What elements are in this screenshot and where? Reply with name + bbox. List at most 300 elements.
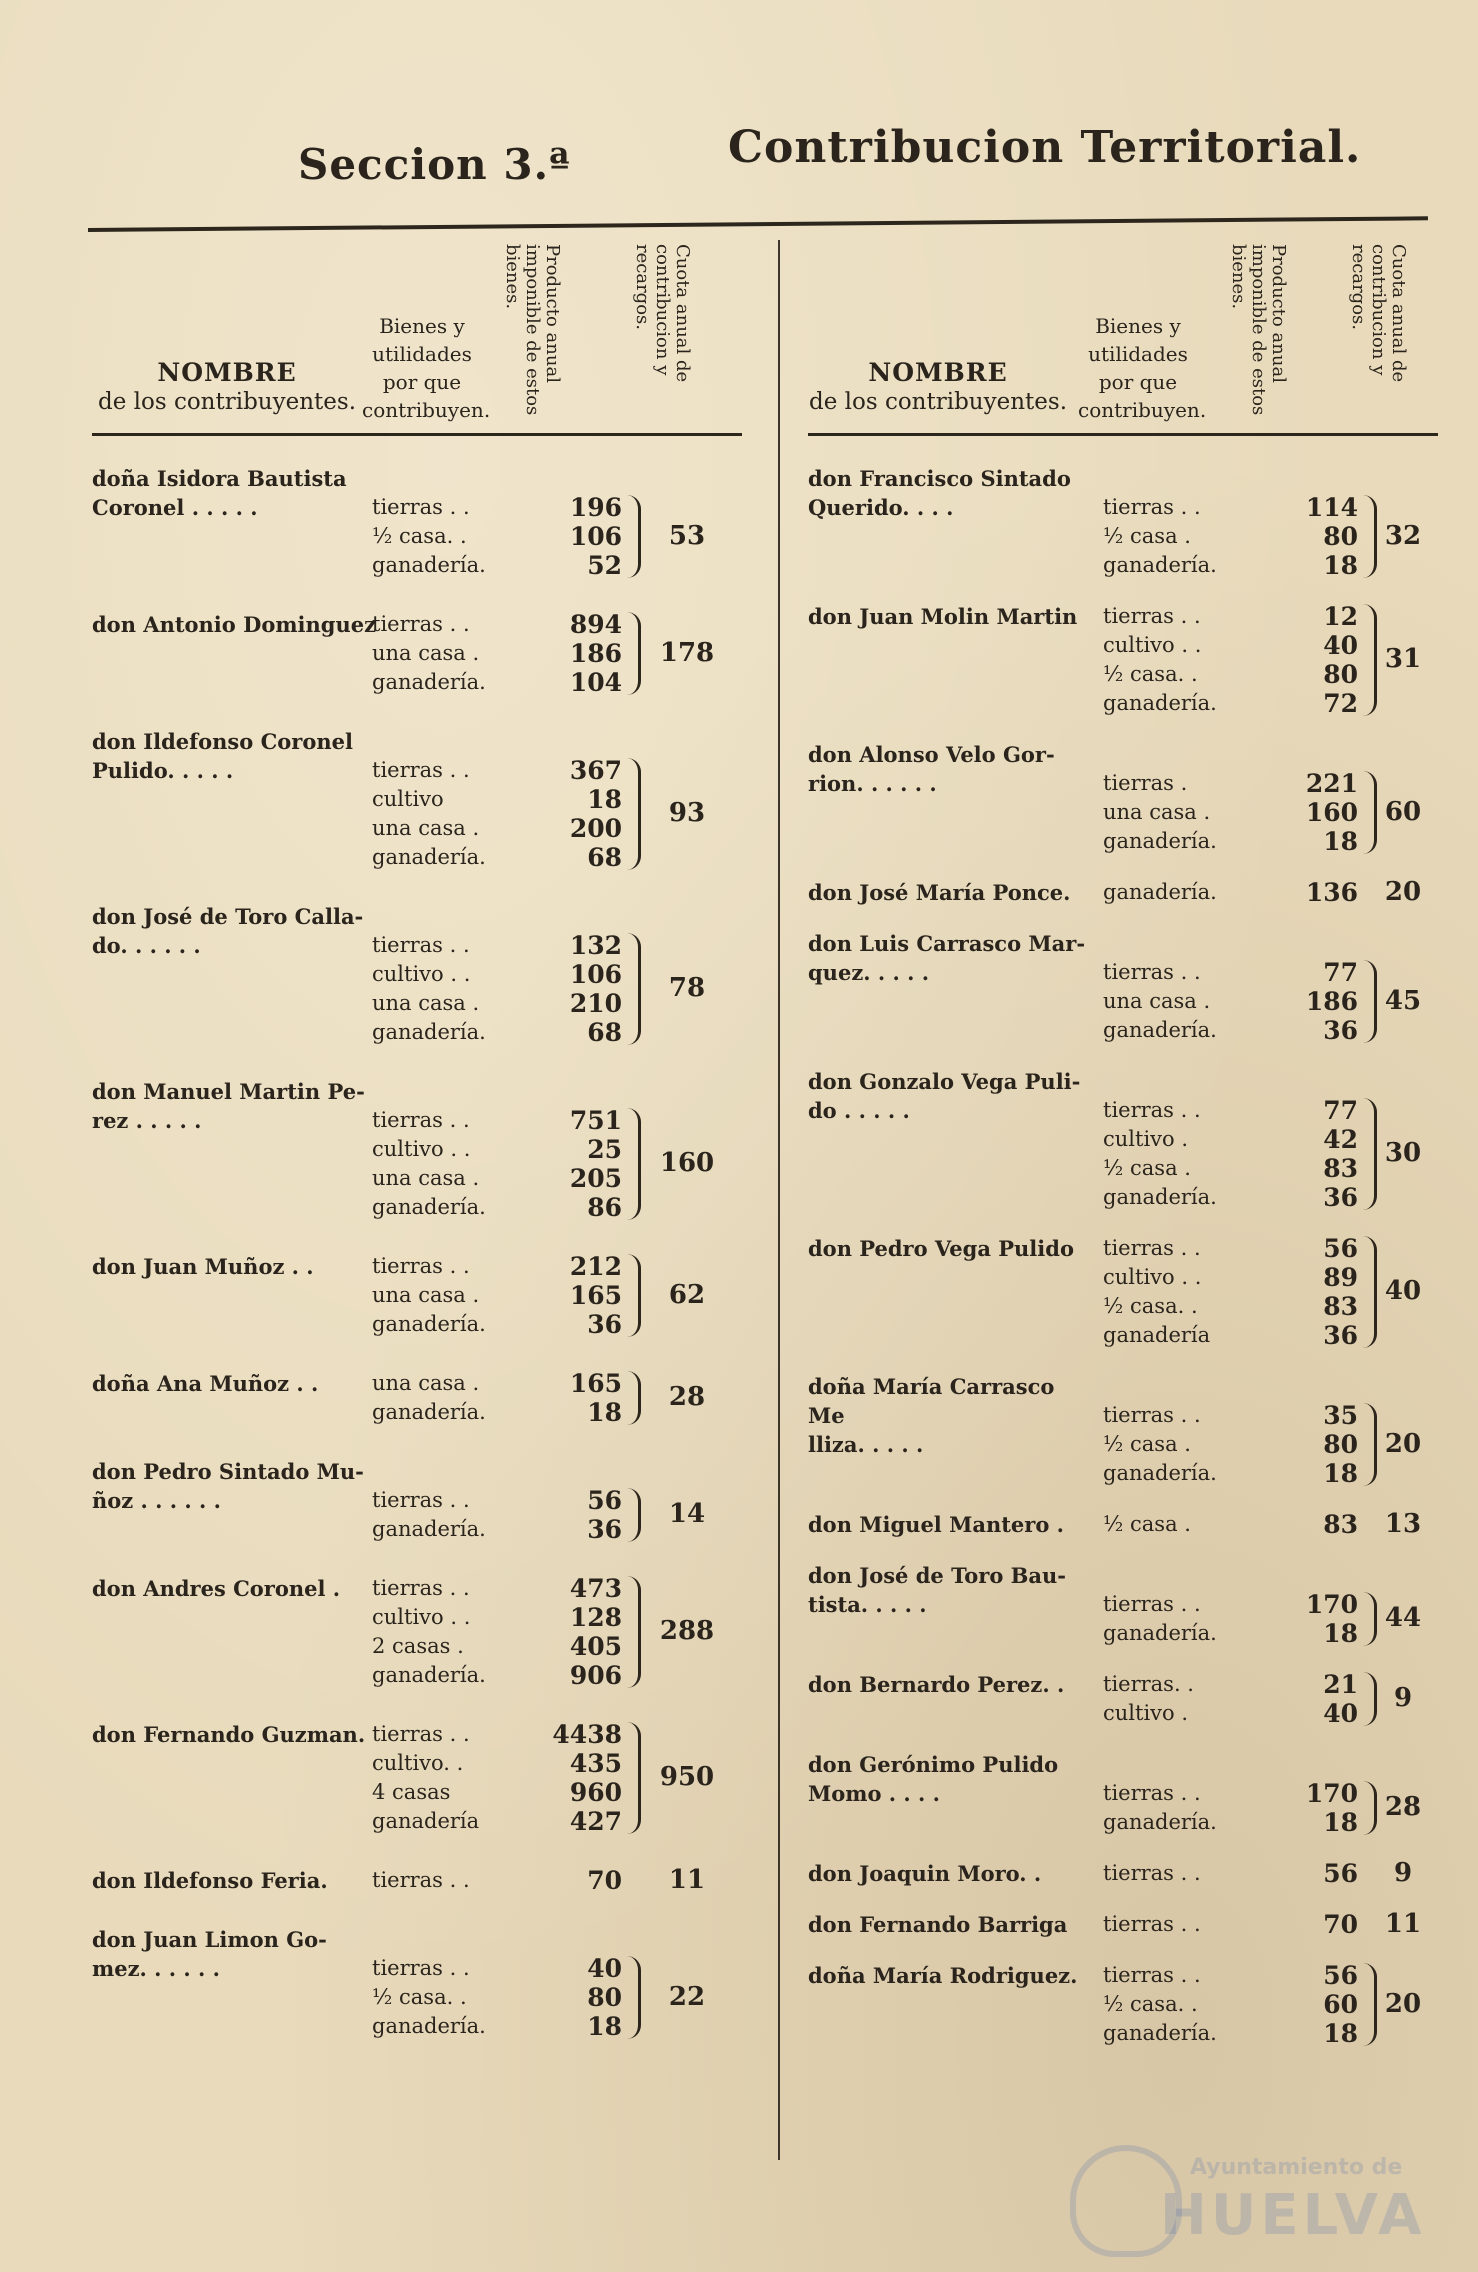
product-value: 170: [1305, 1779, 1358, 1808]
product-value: 405: [569, 1632, 622, 1661]
property-label: ganadería.: [1103, 1810, 1217, 1834]
left-table-header: [92, 236, 742, 436]
product-value: 68: [587, 843, 622, 872]
product-value: 160: [1305, 798, 1358, 827]
contributor-name: don Ildefonso Coronel Pulido. . . . .: [92, 729, 353, 783]
contributor-row: [808, 1910, 1448, 1961]
property-label: tierras . .: [1103, 1963, 1201, 1987]
contributor-row: [808, 1561, 1448, 1670]
product-values: [1288, 1401, 1358, 1488]
property-label: ½ casa. .: [1103, 1294, 1198, 1318]
product-values: [1288, 1234, 1358, 1350]
product-values: [552, 1106, 622, 1222]
property-list: [1103, 493, 1217, 580]
contributor-name: don Alonso Velo Gor- rion. . . . . .: [808, 742, 1055, 796]
contributor-name: doña María Rodriguez.: [808, 1963, 1078, 1988]
product-value: 165: [569, 1281, 622, 1310]
product-value: 367: [569, 756, 622, 785]
brace-icon: [624, 1108, 641, 1220]
property-label: tierras . .: [372, 1868, 470, 1892]
product-values: [552, 1252, 622, 1339]
property-label: una casa .: [372, 991, 480, 1015]
page-title: Contribucion Territorial.: [728, 122, 1362, 173]
annual-quota: 45: [1384, 986, 1422, 1016]
property-label: ganadería: [1103, 1323, 1211, 1347]
product-value: 56: [587, 1486, 622, 1515]
property-label: cultivo .: [1103, 1701, 1189, 1725]
product-value: 60: [1323, 1990, 1358, 2019]
contributor-row: [92, 1369, 742, 1457]
property-list: [1103, 602, 1217, 718]
property-label: 2 casas .: [372, 1634, 464, 1658]
contributor-row: [92, 610, 742, 727]
property-label: ½ casa. .: [1103, 1992, 1198, 2016]
property-label: tierras . .: [1103, 1236, 1201, 1260]
property-label: ½ casa .: [1103, 1512, 1191, 1536]
cuota-header: Cuota anual de contribucion y recargos.: [632, 244, 693, 383]
brace-icon: [624, 1956, 641, 2039]
product-value: 18: [1323, 551, 1358, 580]
property-label: ½ casa .: [1103, 1432, 1191, 1456]
brace-icon: [624, 612, 641, 695]
property-label: ganadería.: [1103, 1621, 1217, 1645]
property-list: [1103, 1401, 1217, 1488]
product-value: 86: [587, 1193, 622, 1222]
contributor-name: doña Isidora Bautista Coronel . . . . .: [92, 466, 347, 520]
column-divider: [778, 240, 780, 2160]
property-list: [372, 493, 486, 580]
property-label: tierras . .: [372, 933, 470, 957]
product-value: 83: [1323, 1510, 1358, 1539]
property-list: [1103, 958, 1217, 1045]
product-value: 56: [1323, 1961, 1358, 1990]
property-list: [1103, 1234, 1210, 1350]
property-list: [1103, 1590, 1217, 1648]
contributor-row: [808, 878, 1448, 929]
product-value: 18: [1323, 1808, 1358, 1837]
property-label: ganadería.: [1103, 1461, 1217, 1485]
product-values: [552, 493, 622, 580]
product-value: 40: [587, 1954, 622, 1983]
property-label: una casa .: [372, 641, 480, 665]
product-value: 221: [1305, 769, 1358, 798]
property-label: ganadería: [372, 1809, 480, 1833]
property-label: tierras . .: [1103, 1861, 1201, 1885]
property-label: cultivo: [372, 787, 444, 811]
nombre-title: NOMBRE: [157, 358, 297, 387]
product-values: [1288, 1670, 1358, 1728]
product-value: 894: [569, 610, 622, 639]
contributor-row: [808, 1961, 1448, 2070]
product-values: [1288, 493, 1358, 580]
property-list: [1103, 1779, 1217, 1837]
product-value: 4438: [552, 1720, 622, 1749]
right-rows: [808, 464, 1448, 2070]
property-label: ganadería.: [372, 1517, 486, 1541]
bienes-header: Bienes y utilidades por que contribuyen.: [1078, 314, 1207, 422]
product-value: 170: [1305, 1590, 1358, 1619]
annual-quota: 14: [668, 1499, 706, 1529]
product-values: [552, 1574, 622, 1690]
contributor-row: [92, 727, 742, 902]
product-values: [552, 1954, 622, 2041]
product-value: 200: [569, 814, 622, 843]
property-label: tierras . .: [1103, 1098, 1201, 1122]
product-value: 18: [1323, 2019, 1358, 2048]
property-label: tierras . .: [372, 1576, 470, 1600]
annual-quota: 13: [1384, 1509, 1422, 1539]
property-label: ½ casa. .: [372, 1985, 467, 2009]
property-label: tierras . .: [1103, 495, 1201, 519]
product-value: 473: [569, 1574, 622, 1603]
product-value: 83: [1323, 1154, 1358, 1183]
product-value: 18: [1323, 1459, 1358, 1488]
annual-quota: 44: [1384, 1603, 1422, 1633]
contributor-name: don Ildefonso Feria.: [92, 1868, 328, 1893]
contributor-name: don Manuel Martin Pe- rez . . . . .: [92, 1079, 365, 1133]
annual-quota: 9: [1393, 1858, 1413, 1888]
product-value: 83: [1323, 1292, 1358, 1321]
contributor-name: don Fernando Barriga: [808, 1912, 1068, 1937]
contributor-row: [808, 1859, 1448, 1910]
product-values: [552, 1866, 622, 1895]
product-value: 21: [1323, 1670, 1358, 1699]
property-label: ganadería.: [1103, 1018, 1217, 1042]
annual-quota: 28: [1384, 1792, 1422, 1822]
brace-icon: [624, 1722, 641, 1834]
property-label: tierras . .: [1103, 604, 1201, 628]
product-values: [552, 1486, 622, 1544]
property-label: ganadería.: [1103, 2021, 1217, 2045]
property-label: tierras . .: [372, 1956, 470, 1980]
property-label: ganadería.: [1103, 1185, 1217, 1209]
product-values: [552, 1720, 622, 1836]
product-value: 18: [587, 1398, 622, 1427]
property-label: cultivo . .: [372, 962, 471, 986]
product-value: 210: [569, 989, 622, 1018]
contributor-name: don Gonzalo Vega Puli- do . . . . .: [808, 1069, 1081, 1123]
contributor-row: [92, 464, 742, 610]
property-label: ganadería.: [372, 1020, 486, 1044]
product-values: [1288, 1096, 1358, 1212]
product-value: 68: [587, 1018, 622, 1047]
brace-icon: [624, 1254, 641, 1337]
property-list: [372, 1106, 486, 1222]
property-label: ganadería.: [372, 1312, 486, 1336]
property-list: [1103, 1910, 1201, 1939]
contributor-name: don Antonio Dominguez: [92, 612, 377, 637]
product-value: 751: [569, 1106, 622, 1135]
header-underline: [92, 433, 742, 436]
contributor-row: [808, 1234, 1448, 1372]
property-label: cultivo . .: [372, 1137, 471, 1161]
annual-quota: 11: [668, 1865, 706, 1895]
contributor-row: [92, 1077, 742, 1252]
contributor-row: [92, 902, 742, 1077]
contributor-name: don Bernardo Perez. .: [808, 1672, 1065, 1697]
property-list: [1103, 769, 1217, 856]
contributor-name: don Fernando Guzman.: [92, 1722, 366, 1747]
annual-quota: 30: [1384, 1138, 1422, 1168]
product-values: [552, 1369, 622, 1427]
product-value: 18: [587, 785, 622, 814]
nombre-subtitle: de los contribuyentes.: [808, 389, 1068, 415]
property-list: [1103, 878, 1217, 907]
product-value: 128: [569, 1603, 622, 1632]
product-value: 36: [587, 1515, 622, 1544]
property-list: [372, 756, 486, 872]
property-list: [372, 1252, 486, 1339]
contributor-name: don José de Toro Bau- tista. . . . .: [808, 1563, 1067, 1617]
property-label: una casa .: [1103, 989, 1211, 1013]
product-value: 18: [1323, 827, 1358, 856]
annual-quota: 62: [668, 1280, 706, 1310]
product-value: 89: [1323, 1263, 1358, 1292]
annual-quota: 60: [1384, 797, 1422, 827]
brace-icon: [624, 1371, 641, 1425]
property-label: tierras . .: [372, 758, 470, 782]
product-value: 36: [1323, 1321, 1358, 1350]
product-values: [1288, 1910, 1358, 1939]
property-label: ½ casa. .: [372, 524, 467, 548]
contributor-name: don José de Toro Calla- do. . . . . .: [92, 904, 364, 958]
product-value: 136: [1305, 878, 1358, 907]
contributor-row: [808, 1750, 1448, 1859]
property-label: tierras . .: [372, 495, 470, 519]
left-rows: [92, 464, 742, 2071]
product-value: 80: [1323, 522, 1358, 551]
contributor-name: don Joaquin Moro. .: [808, 1861, 1042, 1886]
annual-quota: 40: [1384, 1276, 1422, 1306]
product-values: [1288, 1510, 1358, 1539]
product-value: 42: [1323, 1125, 1358, 1154]
product-values: [552, 931, 622, 1047]
contributor-row: [92, 1925, 742, 2071]
property-label: tierras . .: [372, 1722, 470, 1746]
product-value: 77: [1323, 1096, 1358, 1125]
contributor-name: don Juan Molin Martin: [808, 604, 1078, 629]
product-value: 12: [1323, 602, 1358, 631]
annual-quota: 31: [1384, 644, 1422, 674]
property-label: ganadería.: [372, 1663, 486, 1687]
product-value: 56: [1323, 1234, 1358, 1263]
contributor-name: don Juan Limon Go- mez. . . . . .: [92, 1927, 327, 1981]
property-label: una casa .: [372, 816, 480, 840]
contributor-row: [92, 1457, 742, 1574]
property-label: una casa .: [372, 1371, 480, 1395]
product-values: [1288, 769, 1358, 856]
product-value: 72: [1323, 689, 1358, 718]
product-value: 435: [569, 1749, 622, 1778]
annual-quota: 20: [1384, 1429, 1422, 1459]
contributor-row: [92, 1574, 742, 1720]
property-label: ganadería.: [372, 553, 486, 577]
property-list: [1103, 1510, 1191, 1539]
product-value: 80: [587, 1983, 622, 2012]
product-value: 106: [569, 522, 622, 551]
property-label: cultivo. .: [372, 1751, 464, 1775]
property-list: [372, 1574, 486, 1690]
product-value: 77: [1323, 958, 1358, 987]
property-list: [372, 1866, 470, 1895]
product-value: 36: [1323, 1016, 1358, 1045]
brace-icon: [624, 1576, 641, 1688]
brace-icon: [624, 758, 641, 870]
contributor-row: [92, 1866, 742, 1925]
property-list: [1103, 1859, 1201, 1888]
contributor-name: don Pedro Sintado Mu- ñoz . . . . . .: [92, 1459, 364, 1513]
brace-icon: [624, 1488, 641, 1542]
product-value: 35: [1323, 1401, 1358, 1430]
contributor-row: [808, 1670, 1448, 1750]
property-list: [1103, 1096, 1217, 1212]
watermark: [1070, 2145, 1430, 2255]
brace-icon: [624, 933, 641, 1045]
property-list: [1103, 1961, 1217, 2048]
product-values: [1288, 958, 1358, 1045]
property-label: tierras . .: [1103, 1592, 1201, 1616]
product-value: 40: [1323, 1699, 1358, 1728]
annual-quota: 160: [659, 1148, 715, 1178]
property-list: [372, 931, 486, 1047]
left-column: [92, 236, 742, 2136]
product-values: [552, 756, 622, 872]
product-value: 70: [1323, 1910, 1358, 1939]
property-label: tierras .: [1103, 771, 1188, 795]
contributor-name: don Gerónimo Pulido Momo . . . .: [808, 1752, 1059, 1806]
property-label: ganadería.: [372, 845, 486, 869]
property-label: tierras . .: [1103, 960, 1201, 984]
product-value: 18: [1323, 1619, 1358, 1648]
annual-quota: 9: [1393, 1683, 1413, 1713]
right-table-header: [808, 236, 1448, 436]
property-label: ganadería.: [372, 2014, 486, 2038]
product-value: 80: [1323, 660, 1358, 689]
annual-quota: 93: [668, 798, 706, 828]
product-values: [1288, 602, 1358, 718]
product-value: 18: [587, 2012, 622, 2041]
property-label: cultivo . .: [1103, 1265, 1202, 1289]
product-values: [1288, 1590, 1358, 1648]
property-label: tierras . .: [1103, 1781, 1201, 1805]
product-value: 25: [587, 1135, 622, 1164]
product-value: 212: [569, 1252, 622, 1281]
product-values: [552, 610, 622, 697]
property-label: ½ casa .: [1103, 524, 1191, 548]
product-value: 132: [569, 931, 622, 960]
annual-quota: 11: [1384, 1909, 1422, 1939]
annual-quota: 178: [659, 638, 715, 668]
contributor-row: [92, 1252, 742, 1369]
contributor-name: doña María Carrasco Me lliza. . . . .: [808, 1374, 1055, 1457]
product-value: 165: [569, 1369, 622, 1398]
property-label: tierras . .: [372, 612, 470, 636]
contributor-name: don Luis Carrasco Mar- quez. . . . .: [808, 931, 1086, 985]
property-label: tierras . .: [372, 1108, 470, 1132]
annual-quota: 32: [1384, 521, 1422, 551]
contributor-row: [808, 602, 1448, 740]
product-value: 36: [587, 1310, 622, 1339]
product-value: 106: [569, 960, 622, 989]
property-label: una casa .: [1103, 800, 1211, 824]
annual-quota: 20: [1384, 877, 1422, 907]
nombre-title: NOMBRE: [868, 358, 1008, 387]
product-values: [1288, 878, 1358, 907]
product-value: 80: [1323, 1430, 1358, 1459]
producto-header: Producto anual imponible de estos bienes.: [1228, 244, 1289, 416]
product-value: 906: [569, 1661, 622, 1690]
contributor-name: don Pedro Vega Pulido: [808, 1236, 1074, 1261]
property-label: cultivo .: [1103, 1127, 1189, 1151]
contributor-name: don Juan Muñoz . .: [92, 1254, 314, 1279]
product-value: 114: [1305, 493, 1358, 522]
property-list: [372, 1369, 486, 1427]
property-label: ½ casa. .: [1103, 662, 1198, 686]
property-list: [372, 610, 486, 697]
section-title: Seccion 3.ª: [298, 140, 571, 189]
contributor-name: don José María Ponce.: [808, 880, 1071, 905]
product-value: 186: [1305, 987, 1358, 1016]
brace-icon: [624, 495, 641, 578]
property-list: [372, 1954, 486, 2041]
property-label: tierras . .: [1103, 1912, 1201, 1936]
property-label: tierras . .: [372, 1254, 470, 1278]
contributor-name: don Miguel Mantero .: [808, 1512, 1064, 1537]
product-values: [1288, 1961, 1358, 2048]
annual-quota: 78: [668, 973, 706, 1003]
property-list: [372, 1486, 486, 1544]
property-label: ganadería.: [1103, 553, 1217, 577]
property-label: 4 casas: [372, 1780, 451, 1804]
property-list: [372, 1720, 479, 1836]
annual-quota: 950: [659, 1762, 715, 1792]
property-list: [1103, 1670, 1194, 1728]
contributor-row: [808, 464, 1448, 602]
product-value: 196: [569, 493, 622, 522]
contributor-row: [808, 1510, 1448, 1561]
product-value: 205: [569, 1164, 622, 1193]
product-values: [1288, 1859, 1358, 1888]
contributor-row: [92, 1720, 742, 1866]
contributor-row: [808, 740, 1448, 878]
product-value: 960: [569, 1778, 622, 1807]
product-value: 56: [1323, 1859, 1358, 1888]
contributor-name: doña Ana Muñoz . .: [92, 1371, 319, 1396]
property-label: tierras. .: [1103, 1672, 1194, 1696]
property-label: ganadería.: [372, 1195, 486, 1219]
property-label: ganadería.: [1103, 829, 1217, 853]
nombre-subtitle: de los contribuyentes.: [97, 389, 357, 415]
product-value: 36: [1323, 1183, 1358, 1212]
contributor-name: don Francisco Sintado Querido. . . .: [808, 466, 1071, 520]
product-value: 427: [569, 1807, 622, 1836]
annual-quota: 53: [668, 521, 706, 551]
product-values: [1288, 1779, 1358, 1837]
annual-quota: 22: [668, 1982, 706, 2012]
contributor-row: [808, 1372, 1448, 1510]
annual-quota: 28: [668, 1382, 706, 1412]
right-column: [808, 236, 1448, 2136]
cuota-header: Cuota anual de contribucion y recargos.: [1348, 244, 1409, 383]
annual-quota: 288: [659, 1616, 715, 1646]
bienes-header: Bienes y utilidades por que contribuyen.: [362, 314, 491, 422]
contributor-row: [808, 1067, 1448, 1234]
property-label: una casa .: [372, 1166, 480, 1190]
product-value: 52: [587, 551, 622, 580]
header-underline: [808, 433, 1438, 436]
property-label: ganadería.: [1103, 880, 1217, 904]
watermark-line2: HUELVA: [1160, 2183, 1426, 2248]
